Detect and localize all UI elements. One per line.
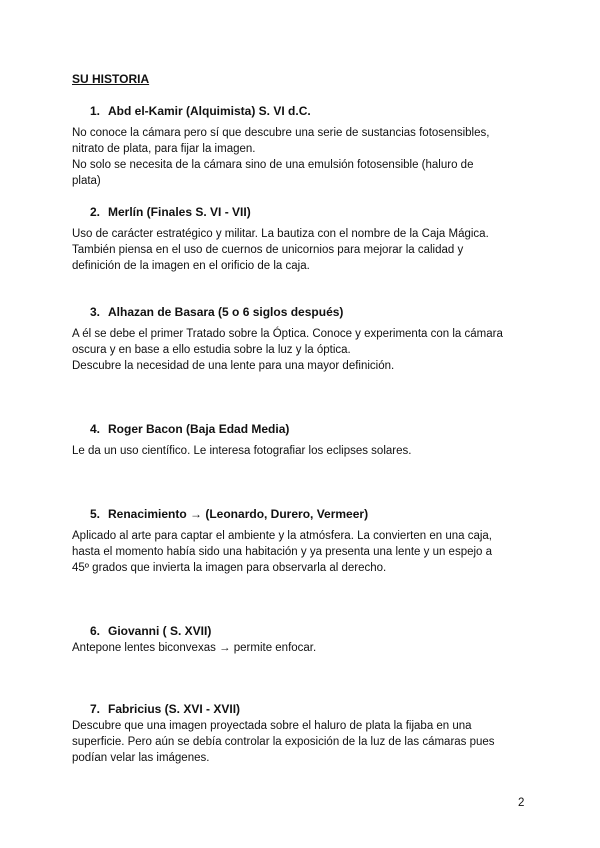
section-heading-7: [90, 702, 240, 716]
section-number: 3.: [90, 305, 101, 319]
section-title: Fabricius (S. XVI - XVII): [108, 702, 241, 716]
section-number: 7.: [90, 702, 101, 716]
section-body-6: Antepone lentes biconvexas → permite enfocar.: [72, 642, 317, 654]
section-title: Renacimiento → (Leonardo, Durero, Vermeer): [108, 507, 369, 521]
page-number: 2: [518, 797, 525, 809]
section-heading-1: [90, 104, 311, 118]
section-title: Giovanni ( S. XVII): [108, 624, 212, 638]
section-number: 5.: [90, 507, 101, 521]
section-body-2: Uso de carácter estratégico y militar. La bautiza con el nombre de la Caja Mágica. También piensa en el uso de cuernos de unicornios para mejorar la calidad y definición de la imagen en el orificio de la caja.: [72, 228, 489, 272]
section-number: 4.: [90, 422, 101, 436]
section-title: Merlín (Finales S. VI - VII): [108, 205, 251, 219]
section-title: Abd el-Kamir (Alquimista) S. VI d.C.: [108, 104, 311, 118]
section-heading-3: [90, 305, 343, 319]
section-heading-2: [90, 205, 251, 219]
page-title: SU HISTORIA: [72, 72, 150, 86]
section-body-4: Le da un uso científico. Le interesa fotografiar los eclipses solares.: [72, 445, 412, 457]
section-body-1: No conoce la cámara pero sí que descubre una serie de sustancias fotosensibles, nitrato de plata, para fijar la imagen. No solo se necesita de la cámara sino de una emulsión fotosensible (haluro de plata): [72, 127, 490, 187]
section-body-7: Descubre que una imagen proyectada sobre el haluro de plata la fijaba en una superficie. Pero aún se debía controlar la exposición de la luz de las cámaras pues podían velar las imágenes.: [72, 720, 495, 764]
section-number: 6.: [90, 624, 101, 638]
section-heading-6: [90, 624, 211, 638]
section-number: 1.: [90, 104, 101, 118]
section-title: Roger Bacon (Baja Edad Media): [108, 422, 290, 436]
section-heading-4: [90, 422, 289, 436]
section-number: 2.: [90, 205, 101, 219]
section-heading-5: [90, 507, 368, 521]
section-title: Alhazan de Basara (5 o 6 siglos después): [108, 305, 344, 319]
section-body-3: A él se debe el primer Tratado sobre la Óptica. Conoce y experimenta con la cámara oscura y en base a ello estudia sobre la luz y la óptica. Descubre la necesidad de una lente para una mayor definición.: [72, 328, 503, 372]
section-body-5: Aplicado al arte para captar el ambiente y la atmósfera. La convierten en una caja, hasta el momento había sido una habitación y ya presenta una lente y un espejo a 45º grados que invierta la imagen para observarla al derecho.: [72, 530, 493, 574]
